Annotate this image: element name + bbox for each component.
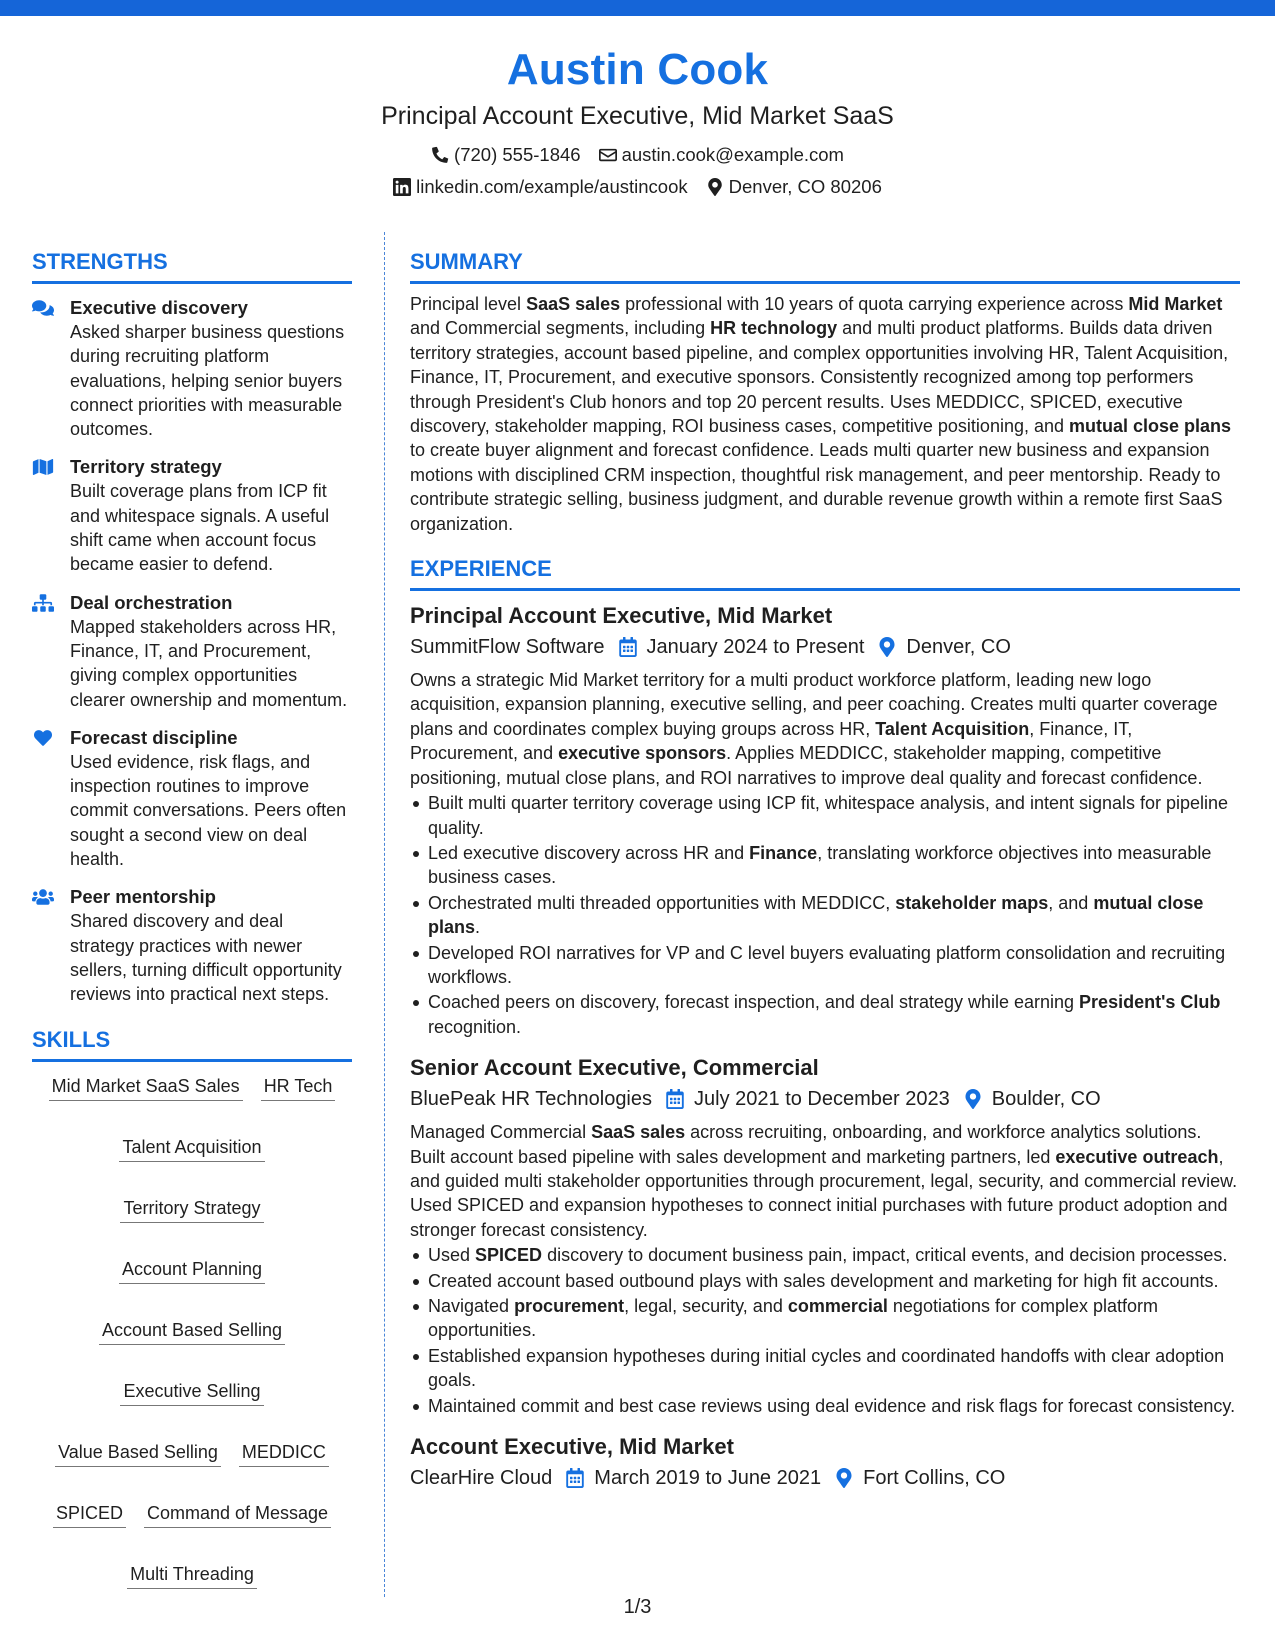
strength-item xyxy=(32,591,352,712)
phone-text: (720) 555-1846 xyxy=(454,144,581,165)
sitemap-icon xyxy=(32,594,54,612)
resume-header xyxy=(0,42,1275,199)
skill-tag: HR Tech xyxy=(261,1074,336,1101)
skill-tag: Territory Strategy xyxy=(120,1196,263,1223)
skill-tag: Value Based Selling xyxy=(55,1440,221,1467)
job-bullet: Developed ROI narratives for VP and C level buyers evaluating platform consolidation and recruiting workflows. xyxy=(410,941,1240,990)
page-number: 1/3 xyxy=(623,1596,652,1618)
skill-tag: MEDDICC xyxy=(239,1440,329,1467)
job-meta xyxy=(410,1084,1240,1114)
calendar-icon xyxy=(619,637,637,657)
strength-desc: Shared discovery and deal strategy practices with newer sellers, turning difficult opportunity reviews into practical next steps. xyxy=(70,911,342,1005)
skill-tag: Account Based Selling xyxy=(99,1318,285,1345)
strength-title: Forecast discipline xyxy=(70,726,238,748)
phone-icon xyxy=(431,146,449,164)
job-bullet: Orchestrated multi threaded opportunities with MEDDICC, stakeholder maps, and mutual close plans. xyxy=(410,891,1240,940)
job-dates: March 2019 to June 2021 xyxy=(594,1467,822,1490)
strength-desc: Mapped stakeholders across HR, Finance, IT, and Procurement, giving complex opportunities clearer ownership and momentum. xyxy=(70,616,348,710)
skills-heading: SKILLS xyxy=(32,1025,352,1062)
skill-tag: Command of Message xyxy=(144,1501,331,1528)
job-bullet: Built multi quarter territory coverage using ICP fit, whitespace analysis, and intent signals for pipeline quality. xyxy=(410,791,1240,840)
candidate-title: Principal Account Executive, Mid Market SaaS xyxy=(381,102,894,130)
location-text: Denver, CO 80206 xyxy=(728,176,882,197)
phone-contact xyxy=(431,143,581,167)
map-icon xyxy=(32,458,54,476)
email-text[interactable]: austin.cook@example.com xyxy=(621,144,844,165)
column-divider xyxy=(384,232,385,1597)
job-dates: July 2021 to December 2023 xyxy=(694,1088,950,1111)
skill-tag: Executive Selling xyxy=(120,1379,263,1406)
envelope-icon xyxy=(599,146,617,164)
job-bullets xyxy=(410,1243,1240,1418)
company-name: BluePeak HR Technologies xyxy=(410,1088,653,1111)
strength-title: Executive discovery xyxy=(70,297,248,318)
job-title: Principal Account Executive, Mid Market xyxy=(410,603,833,629)
job-bullet: Navigated procurement, legal, security, and commercial negotiations for complex platform opportunities. xyxy=(410,1294,1240,1343)
strength-title: Territory strategy xyxy=(70,456,222,478)
left-column xyxy=(32,247,352,1589)
job-title: Senior Account Executive, Commercial xyxy=(410,1055,819,1081)
strength-desc: Built coverage plans from ICP fit and whitespace signals. A useful shift came when account focus became easier to defend. xyxy=(70,481,330,575)
job-bullet: Created account based outbound plays with sales development and marketing for high fit accounts. xyxy=(410,1269,1240,1293)
skill-tag: Talent Acquisition xyxy=(119,1135,264,1162)
job-location: Fort Collins, CO xyxy=(863,1467,1006,1490)
summary-text: Principal level SaaS sales professional with 10 years of quota carrying experience across Mid Market and Commercial segments, including HR technology and multi product platforms. Builds data driven territory strategies, account based pipeline, and complex opportunities involving HR, Talent Acquisition, Finance, IT, Procurement, and executive sponsors. Consistently recognized among top performers through President's Club honors and top 20 percent results. Uses MEDDICC, SPICED, executive discovery, stakeholder mapping, ROI business cases, competitive positioning, and mutual close plans to create buyer alignment and forecast confidence. Leads multi quarter new business and expansion motions with disciplined CRM inspection, thoughtful risk management, and peer mentorship. Ready to contribute strategic selling, business judgment, and durable revenue growth within a remote first SaaS organization. xyxy=(410,294,1232,534)
contact-row-1 xyxy=(0,143,1275,167)
calendar-icon xyxy=(666,1089,684,1109)
strength-item xyxy=(32,885,352,1006)
strength-desc: Used evidence, risk flags, and inspection routines to improve commit conversations. Peers often sought a second view on deal health. xyxy=(70,751,347,870)
users-icon xyxy=(32,888,54,906)
strengths-list xyxy=(32,296,352,1007)
job-entry xyxy=(410,601,1240,1039)
candidate-name: Austin Cook xyxy=(506,45,769,94)
job-bullets xyxy=(410,791,1240,1039)
map-marker-icon xyxy=(835,1468,853,1488)
job-bullet: Coached peers on discovery, forecast inspection, and deal strategy while earning President's Club recognition. xyxy=(410,990,1240,1039)
job-bullet: Used SPICED discovery to document business pain, impact, critical events, and decision processes. xyxy=(410,1243,1240,1267)
map-marker-icon xyxy=(878,637,896,657)
right-column xyxy=(410,247,1240,1493)
strength-desc: Asked sharper business questions during recruiting platform evaluations, helping senior buyers connect priorities with measurable outcomes. xyxy=(70,322,345,440)
job-description: Owns a strategic Mid Market territory for a multi product workforce platform, leading new logo acquisition, expansion planning, executive selling, and peer coaching. Creates multi quarter coverage plans and coordinates complex buying groups across HR, Talent Acquisition, Finance, IT, Procurement, and executive sponsors. Applies MEDDICC, stakeholder mapping, competitive positioning, mutual close plans, and ROI narratives to improve deal quality and forecast confidence. xyxy=(410,670,1218,788)
linkedin-icon xyxy=(393,178,411,196)
skill-tag: Multi Threading xyxy=(127,1562,257,1589)
heart-icon xyxy=(32,729,54,747)
strengths-heading: STRENGTHS xyxy=(32,247,352,284)
job-title: Account Executive, Mid Market xyxy=(410,1434,734,1460)
location-contact xyxy=(706,175,882,199)
email-contact[interactable] xyxy=(599,143,844,167)
job-meta xyxy=(410,1463,1240,1493)
strength-item xyxy=(32,296,352,441)
strength-item xyxy=(32,455,352,576)
company-name: SummitFlow Software xyxy=(410,636,605,659)
strength-title: Deal orchestration xyxy=(70,591,233,613)
summary-heading: SUMMARY xyxy=(410,247,1240,284)
job-location: Denver, CO xyxy=(906,636,1011,659)
skill-tag: SPICED xyxy=(53,1501,126,1528)
job-location: Boulder, CO xyxy=(991,1088,1101,1111)
experience-heading: EXPERIENCE xyxy=(410,554,1240,591)
strength-title: Peer mentorship xyxy=(70,886,216,908)
calendar-icon xyxy=(566,1468,584,1488)
map-marker-icon xyxy=(706,178,724,196)
job-bullet: Led executive discovery across HR and Finance, translating workforce objectives into measurable business cases. xyxy=(410,841,1240,890)
linkedin-contact[interactable] xyxy=(393,175,687,199)
skill-tag: Mid Market SaaS Sales xyxy=(49,1074,243,1101)
job-description: Managed Commercial SaaS sales across recruiting, onboarding, and workforce analytics solutions. Built account based pipeline with sales development and marketing partners, led executive outreach, and guided multi stakeholder opportunities through procurement, legal, security, and commercial review. Used SPICED and expansion hypotheses to connect initial purchases with future product adoption and stronger forecast consistency. xyxy=(410,1122,1238,1240)
top-accent-bar xyxy=(0,0,1275,16)
strength-item xyxy=(32,726,352,871)
skill-tag: Account Planning xyxy=(119,1257,265,1284)
company-name: ClearHire Cloud xyxy=(410,1467,553,1490)
job-bullet: Maintained commit and best case reviews using deal evidence and risk flags for forecast consistency. xyxy=(410,1394,1240,1418)
job-bullet: Established expansion hypotheses during initial cycles and coordinated handoffs with clear adoption goals. xyxy=(410,1344,1240,1393)
comments-icon xyxy=(32,299,54,317)
map-marker-icon xyxy=(964,1089,982,1109)
linkedin-text[interactable]: linkedin.com/example/austincook xyxy=(416,176,688,197)
skills-list xyxy=(32,1074,352,1589)
contact-row-2 xyxy=(0,175,1275,199)
job-entry xyxy=(410,1432,1240,1493)
job-entry xyxy=(410,1053,1240,1418)
job-meta xyxy=(410,632,1240,662)
job-dates: January 2024 to Present xyxy=(646,636,865,659)
